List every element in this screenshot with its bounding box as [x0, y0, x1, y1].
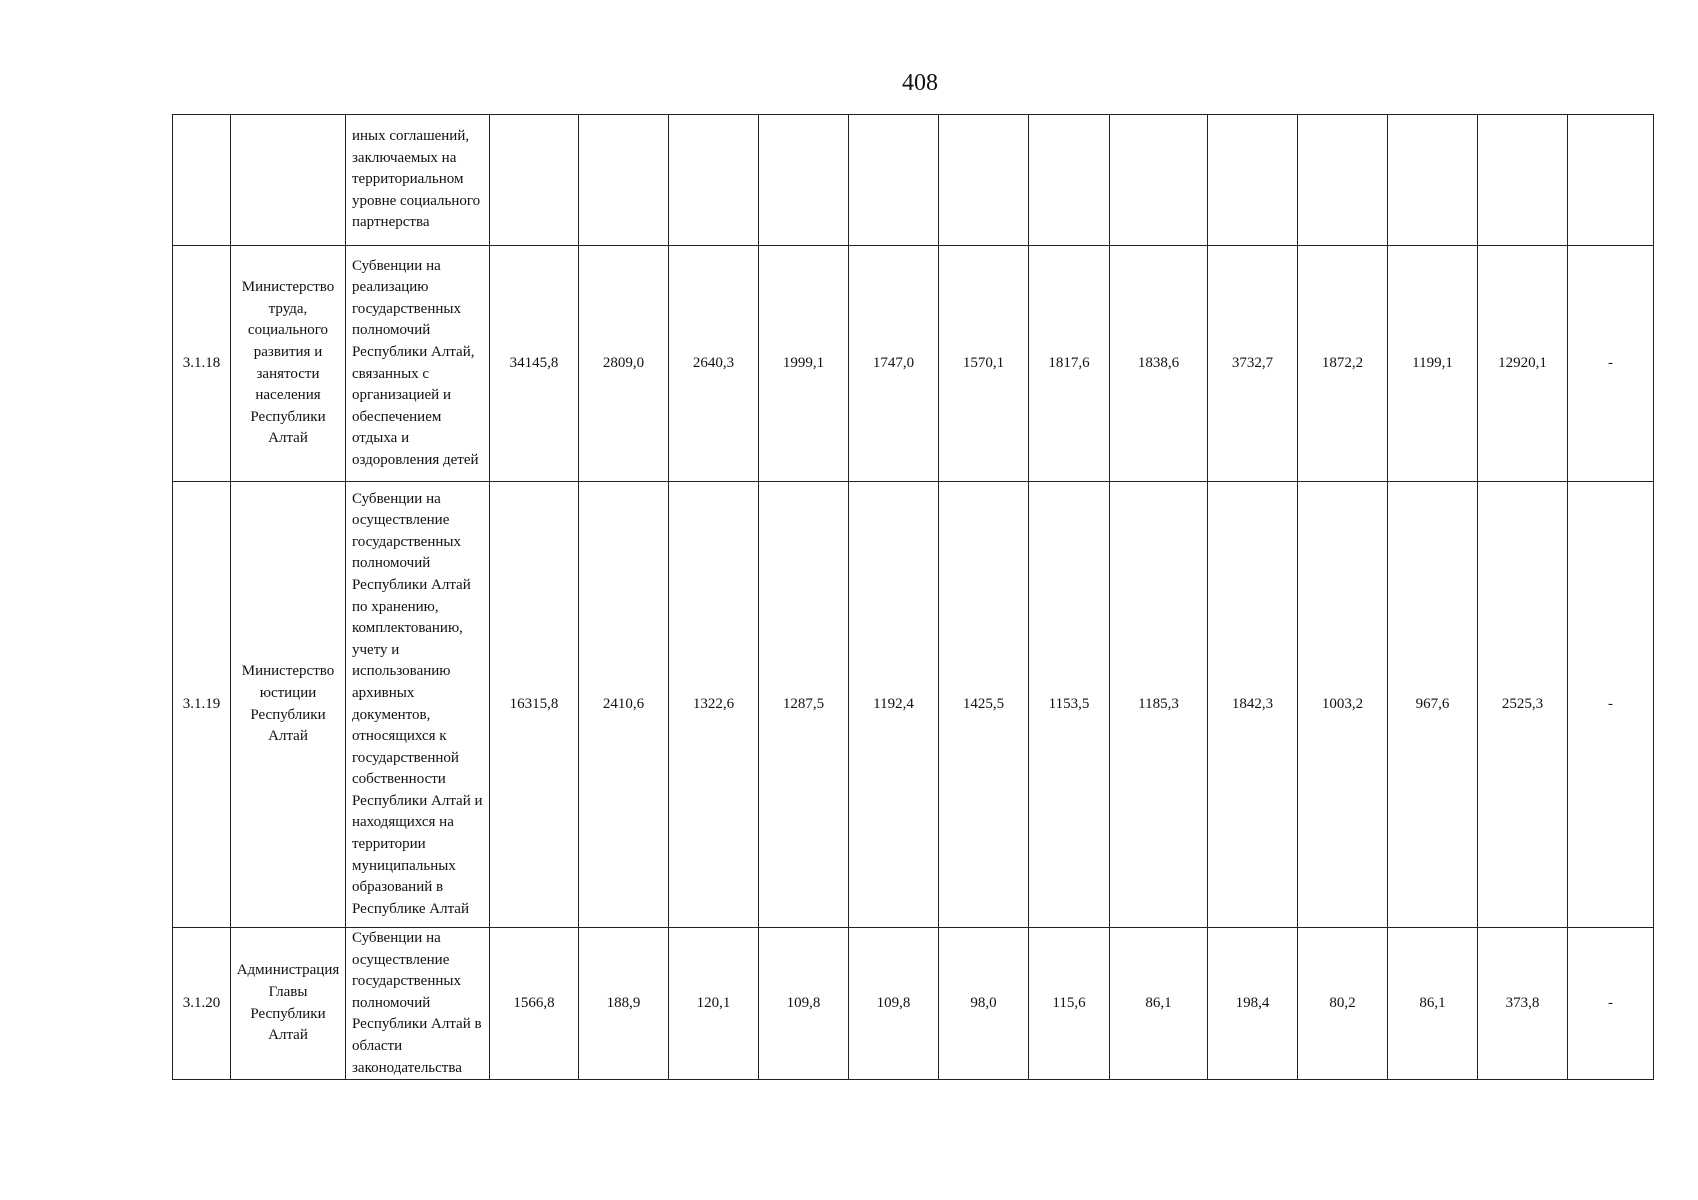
row-organization — [231, 115, 346, 246]
row-value: - — [1568, 482, 1654, 928]
row-value — [1298, 115, 1388, 246]
row-value: 198,4 — [1208, 928, 1298, 1080]
row-code: 3.1.19 — [173, 482, 231, 928]
row-value: 115,6 — [1029, 928, 1110, 1080]
row-value: 86,1 — [1388, 928, 1478, 1080]
table-row — [173, 482, 1654, 928]
table-row — [173, 246, 1654, 482]
row-value: 1872,2 — [1298, 246, 1388, 482]
row-value — [1388, 115, 1478, 246]
row-value: 1153,5 — [1029, 482, 1110, 928]
row-organization: Министерство труда, социального развития и занятости населения Республики Алтай — [231, 246, 346, 482]
table-row — [173, 928, 1654, 1080]
row-description: Субвенции на осуществление государственных полномочий Республики Алтай по хранению, комплектованию, учету и использованию архивных документов, относящихся к государственной собственности Республики Алтай и находящихся на территории муниципальных образований в Республике Алтай — [346, 482, 490, 928]
row-value: 1199,1 — [1388, 246, 1478, 482]
row-value — [490, 115, 579, 246]
row-value: - — [1568, 246, 1654, 482]
row-value: 2640,3 — [669, 246, 759, 482]
row-value: - — [1568, 928, 1654, 1080]
row-value — [1029, 115, 1110, 246]
row-value — [849, 115, 939, 246]
row-value — [1568, 115, 1654, 246]
row-value — [1478, 115, 1568, 246]
table-body — [173, 115, 1654, 1080]
row-value: 188,9 — [579, 928, 669, 1080]
row-value: 3732,7 — [1208, 246, 1298, 482]
row-value: 373,8 — [1478, 928, 1568, 1080]
row-description: Субвенции на осуществление государственных полномочий Республики Алтай в области законодательства — [346, 928, 490, 1080]
page-number: 408 — [902, 70, 938, 96]
row-value: 109,8 — [849, 928, 939, 1080]
row-value: 1003,2 — [1298, 482, 1388, 928]
budget-table — [172, 114, 1654, 1080]
row-value — [579, 115, 669, 246]
row-value: 98,0 — [939, 928, 1029, 1080]
row-description: Субвенции на реализацию государственных полномочий Республики Алтай, связанных с организацией и обеспечением отдыха и оздоровления детей — [346, 246, 490, 482]
row-value — [1208, 115, 1298, 246]
row-value — [939, 115, 1029, 246]
row-value: 86,1 — [1110, 928, 1208, 1080]
row-value: 967,6 — [1388, 482, 1478, 928]
row-value: 1570,1 — [939, 246, 1029, 482]
row-value: 1999,1 — [759, 246, 849, 482]
row-value: 12920,1 — [1478, 246, 1568, 482]
row-value: 109,8 — [759, 928, 849, 1080]
row-value — [1110, 115, 1208, 246]
row-value: 1185,3 — [1110, 482, 1208, 928]
row-value: 1817,6 — [1029, 246, 1110, 482]
row-code: 3.1.18 — [173, 246, 231, 482]
row-organization: Министерство юстиции Республики Алтай — [231, 482, 346, 928]
row-value: 16315,8 — [490, 482, 579, 928]
row-value: 120,1 — [669, 928, 759, 1080]
row-value: 2809,0 — [579, 246, 669, 482]
row-value — [669, 115, 759, 246]
table-row — [173, 115, 1654, 246]
row-value: 1322,6 — [669, 482, 759, 928]
row-code — [173, 115, 231, 246]
row-value: 1747,0 — [849, 246, 939, 482]
row-value: 1425,5 — [939, 482, 1029, 928]
row-value: 2525,3 — [1478, 482, 1568, 928]
row-value: 1192,4 — [849, 482, 939, 928]
row-value: 1287,5 — [759, 482, 849, 928]
row-value — [759, 115, 849, 246]
row-value: 1566,8 — [490, 928, 579, 1080]
row-value: 80,2 — [1298, 928, 1388, 1080]
row-description: иных соглашений, заключаемых на территориальном уровне социального партнерства — [346, 115, 490, 246]
row-code: 3.1.20 — [173, 928, 231, 1080]
row-organization: Администрация Главы Республики Алтай — [231, 928, 346, 1080]
row-value: 1842,3 — [1208, 482, 1298, 928]
row-value: 2410,6 — [579, 482, 669, 928]
row-value: 34145,8 — [490, 246, 579, 482]
row-value: 1838,6 — [1110, 246, 1208, 482]
